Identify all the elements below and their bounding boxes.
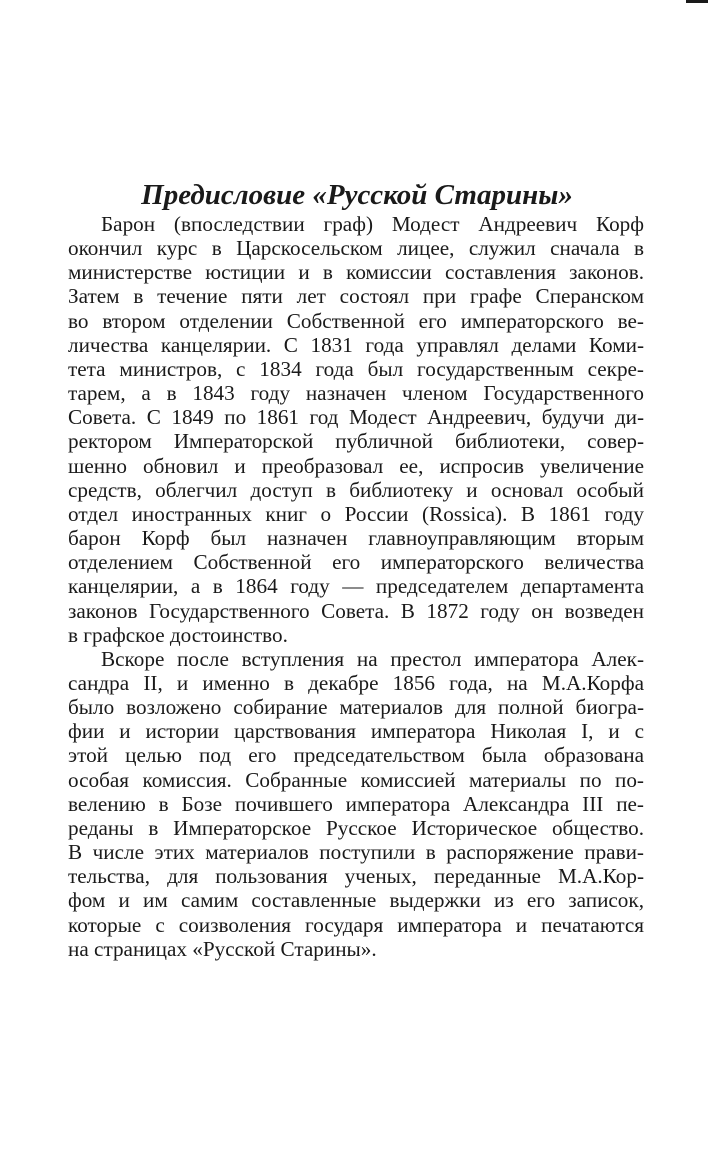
text-line: законов Государственного Совета. В 1872 году он возведен xyxy=(68,598,644,623)
page-title: Предисловие «Русской Старины» xyxy=(141,179,573,212)
text-line: ректором Императорской публичной библиотеки, совер- xyxy=(68,429,644,454)
text-line: отдел иностранных книг о России (Rossica). В 1861 году xyxy=(68,501,644,526)
paragraph-2 xyxy=(68,647,644,961)
text-line: тельства, для пользования ученых, переданные М.А.Кор- xyxy=(68,864,644,889)
text-line: тарем, а в 1843 году назначен членом Государственного xyxy=(68,381,644,406)
paragraph-1 xyxy=(68,212,644,647)
text-line: средств, облегчил доступ в библиотеку и основал особый xyxy=(68,477,644,502)
text-line: на страницах «Русской Старины». xyxy=(68,936,377,961)
text-line: во втором отделении Собственной его императорского ве- xyxy=(68,308,644,333)
text-line: Затем в течение пяти лет состоял при графе Сперанском xyxy=(68,284,644,309)
text-line: шенно обновил и преобразовал ее, испросив увеличение xyxy=(68,453,644,478)
text-line: особая комиссия. Собранные комиссией материалы по по- xyxy=(68,767,644,792)
text-line: канцелярии, а в 1864 году — председателем департамента xyxy=(68,574,644,599)
text-line: фом и им самим составленные выдержки из его записок, xyxy=(68,888,644,913)
text-line: тета министров, с 1834 года был государственным секре- xyxy=(68,356,644,381)
text-line: сандра II, и именно в декабре 1856 года, на М.А.Корфа xyxy=(68,670,644,695)
page-corner-mark xyxy=(686,0,708,3)
text-line: отделением Собственной его императорского величества xyxy=(68,550,644,575)
body-text xyxy=(68,212,644,961)
text-line: барон Корф был назначен главноуправляющим вторым xyxy=(68,526,644,551)
text-line: министерстве юстиции и в комиссии составления законов. xyxy=(68,260,644,285)
text-line: фии и истории царствования императора Николая I, и с xyxy=(68,719,644,744)
text-line: окончил курс в Царскосельском лицее, служил сначала в xyxy=(68,236,644,261)
text-line: реданы в Императорское Русское Историческое общество. xyxy=(68,815,644,840)
text-line: в графское достоинство. xyxy=(68,622,288,647)
text-line: В числе этих материалов поступили в распоряжение прави- xyxy=(68,840,644,865)
text-line: Вскоре после вступления на престол императора Алек- xyxy=(101,646,644,671)
text-line: было возложено собирание материалов для полной биогра- xyxy=(68,695,644,720)
text-line: которые с соизволения государя императора и печатаются xyxy=(68,912,644,937)
text-line: Барон (впоследствии граф) Модест Андреевич Корф xyxy=(101,212,644,236)
text-line: Совета. С 1849 по 1861 год Модест Андреевич, будучи ди- xyxy=(68,405,644,430)
text-line: велению в Бозе почившего императора Александра III пе- xyxy=(68,791,644,816)
text-line: личества канцелярии. С 1831 года управлял делами Коми- xyxy=(68,332,644,357)
text-line: этой целью под его председательством была образована xyxy=(68,743,644,768)
